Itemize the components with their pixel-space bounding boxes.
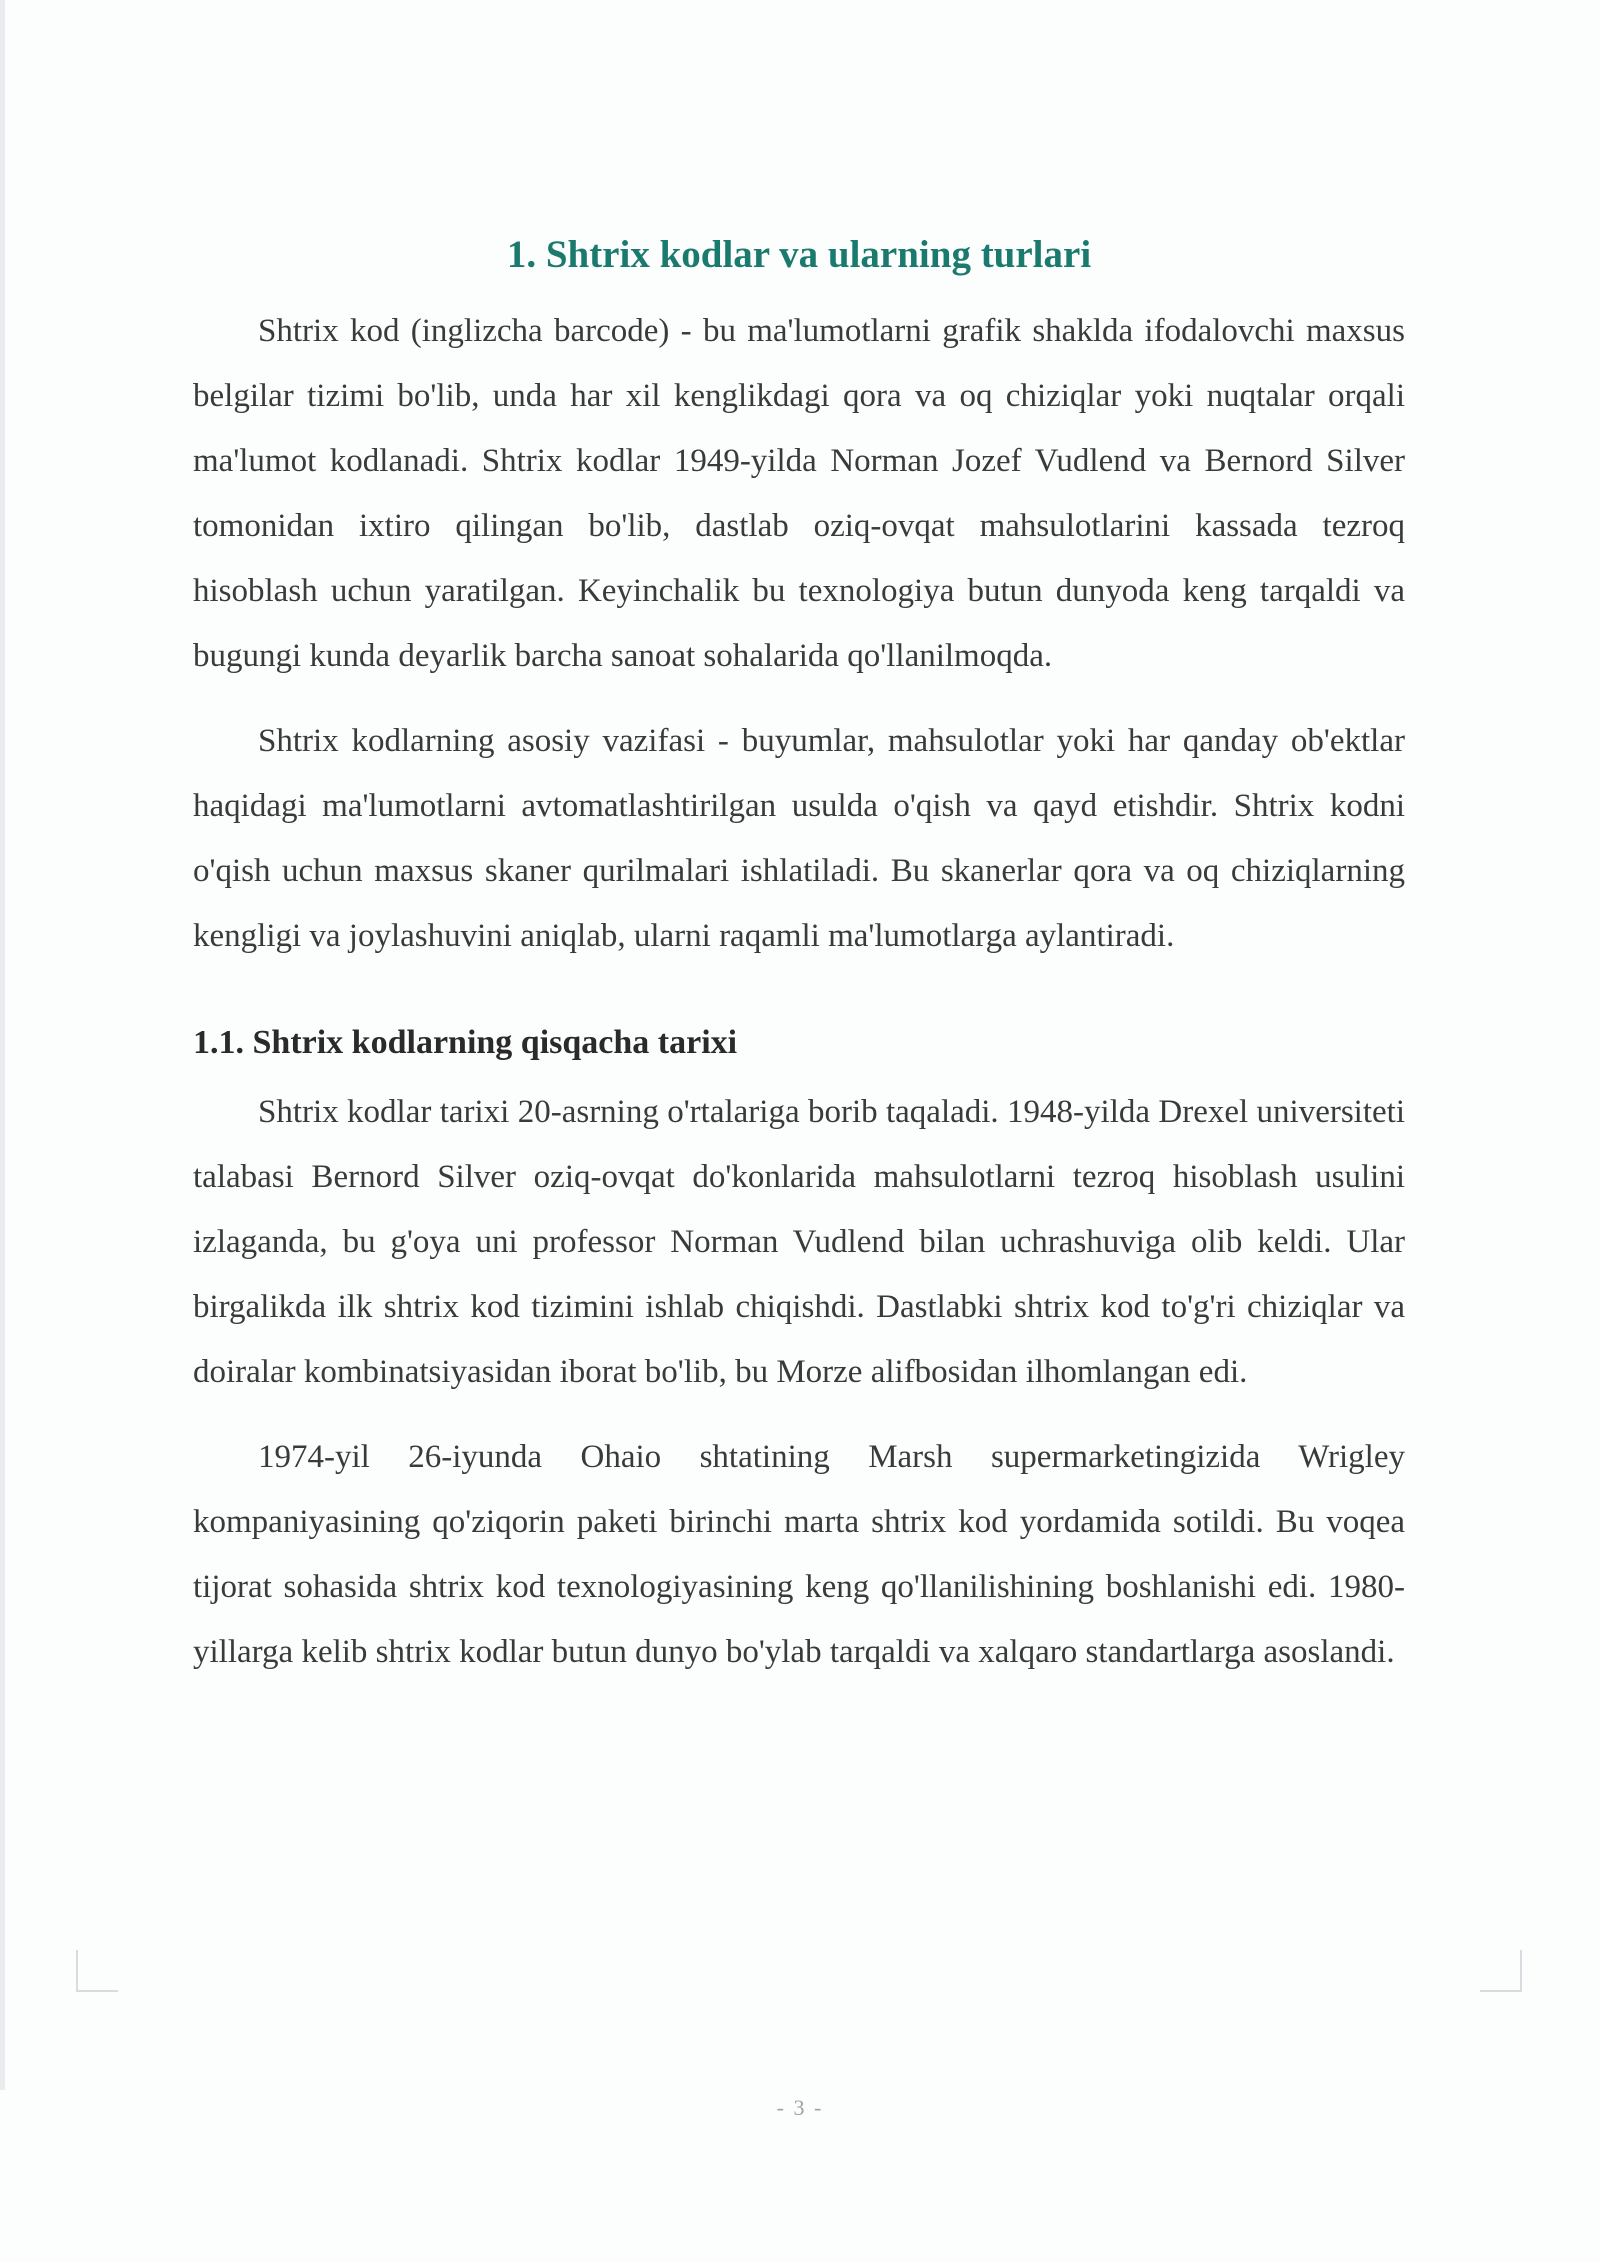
- section-heading: 1. Shtrix kodlar va ularning turlari: [506, 233, 1092, 276]
- history-paragraph-2: 1974-yil 26-iyunda Ohaio shtatining Marsh supermarketingizida Wrigley kompaniyasining qo'ziqorin paketi birinchi marta shtrix kod yordamida sotildi. Bu voqea tijorat sohasida shtrix kod texnologiyasining keng qo'llanilishining boshlanishi edi. 1980-yillarga kelib shtrix kodlar butun dunyo bo'ylab tarqaldi va xalqaro standartlarga asoslandi.: [193, 1439, 1405, 1671]
- crop-mark-right: [1480, 1950, 1522, 1992]
- crop-mark-left: [76, 1950, 118, 1992]
- page-number: - 3 -: [776, 2095, 824, 2120]
- page-left-edge: [0, 0, 5, 2090]
- intro-paragraph-1: Shtrix kod (inglizcha barcode) - bu ma'lumotlarni grafik shaklda ifodalovchi maxsus belgilar tizimi bo'lib, unda har xil kenglikdagi qora va oq chiziqlar yoki nuqtalar orqali ma'lumot kodlanadi. Shtrix kodlar 1949-yilda Norman Jozef Vudlend va Bernord Silver tomonidan ixtiro qilingan bo'lib, dastlab oziq-ovqat mahsulotlarini kassada tezroq hisoblash uchun yaratilgan. Keyinchalik bu texnologiya butun dunyoda keng tarqaldi va bugungi kunda deyarlik barcha sanoat sohalarida qo'llanilmoqda.: [193, 312, 1405, 674]
- history-paragraph-1: Shtrix kodlar tarixi 20-asrning o'rtalariga borib taqaladi. 1948-yilda Drexel universiteti talabasi Bernord Silver oziq-ovqat do'konlarida mahsulotlarni tezroq hisoblash usulini izlaganda, bu g'oya uni professor Norman Vudlend bilan uchrashuviga olib keldi. Ular birgalikda ilk shtrix kod tizimini ishlab chiqishdi. Dastlabki shtrix kod to'g'ri chiziqlar va doiralar kombinatsiyasidan iborat bo'lib, bu Morze alifbosidan ilhomlangan edi.: [193, 1094, 1405, 1391]
- page-content: [193, 230, 1405, 1705]
- intro-paragraph-2: Shtrix kodlarning asosiy vazifasi - buyumlar, mahsulotlar yoki har qanday ob'ektlar haqidagi ma'lumotlarni avtomatlashtirilgan usulda o'qish va qayd etishdir. Shtrix kodni o'qish uchun maxsus skaner qurilmalari ishlatiladi. Bu skanerlar qora va oq chiziqlarning kengligi va joylashuvini aniqlab, ularni raqamli ma'lumotlarga aylantiradi.: [193, 722, 1405, 954]
- subsection-heading: 1.1. Shtrix kodlarning qisqacha tarixi: [193, 1023, 738, 1061]
